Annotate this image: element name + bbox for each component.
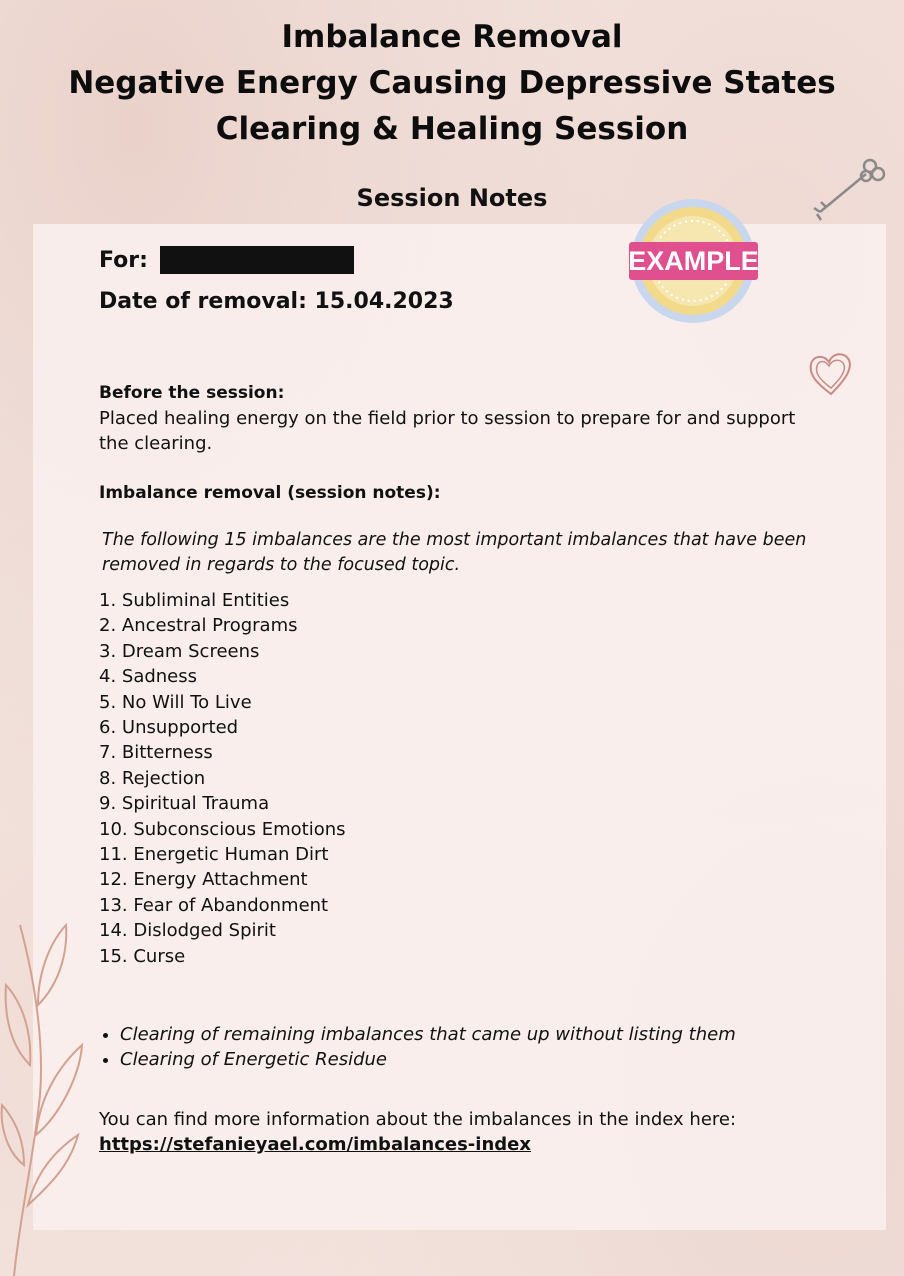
for-label: For: — [99, 247, 148, 273]
additional-clearings — [99, 1022, 819, 1072]
imbalance-removal-label: Imbalance removal (session notes): — [99, 483, 441, 503]
list-item: 4. Sadness — [99, 666, 198, 688]
page-title — [0, 14, 904, 152]
list-item: 13. Fear of Abandonment — [99, 894, 329, 916]
list-item: 5. No Will To Live — [99, 691, 252, 713]
list-item: 14. Dislodged Spirit — [99, 920, 276, 942]
title-line-3: Clearing & Healing Session — [215, 111, 689, 147]
client-row — [99, 246, 354, 274]
list-item: 8. Rejection — [99, 767, 206, 789]
list-item: 6. Unsupported — [99, 717, 239, 739]
imbalance-list — [99, 588, 819, 969]
stamp-text: EXAMPLE — [628, 246, 759, 276]
list-item: 15. Curse — [99, 945, 186, 967]
title-line-2: Negative Energy Causing Depressive States — [68, 65, 836, 101]
info-text: You can find more information about the imbalances in the index here: — [99, 1109, 737, 1131]
list-item: 7. Bitterness — [99, 742, 213, 764]
redacted-name — [160, 246, 354, 274]
before-session-text: Placed healing energy on the field prior to session to prepare for and support the clearing. — [99, 408, 796, 454]
list-item: 1. Subliminal Entities — [99, 590, 290, 611]
session-notes-heading: Session Notes — [356, 184, 548, 212]
imbalance-note: The following 15 imbalances are the most important imbalances that have been removed in regards to the focused topic. — [102, 530, 807, 575]
bullet-item: • Clearing of Energetic Residue — [120, 1047, 819, 1072]
notes-content — [99, 381, 819, 1157]
example-stamp-icon — [627, 196, 760, 326]
date-of-removal: Date of removal: 15.04.2023 — [99, 289, 454, 314]
list-item: 9. Spiritual Trauma — [99, 793, 270, 815]
imbalances-index-link[interactable]: https://stefanieyael.com/imbalances-index — [99, 1134, 531, 1156]
list-item: 3. Dream Screens — [99, 640, 260, 662]
leaf-branch-icon — [0, 915, 110, 1276]
list-item: 10. Subconscious Emotions — [99, 818, 346, 840]
before-session-label: Before the session: — [99, 383, 285, 403]
list-item: 12. Energy Attachment — [99, 869, 308, 891]
list-item: 11. Energetic Human Dirt — [99, 844, 329, 866]
bullet-item: • Clearing of remaining imbalances that came up without listing them — [120, 1022, 819, 1047]
title-line-1: Imbalance Removal — [281, 19, 623, 55]
list-item: 2. Ancestral Programs — [99, 615, 298, 637]
